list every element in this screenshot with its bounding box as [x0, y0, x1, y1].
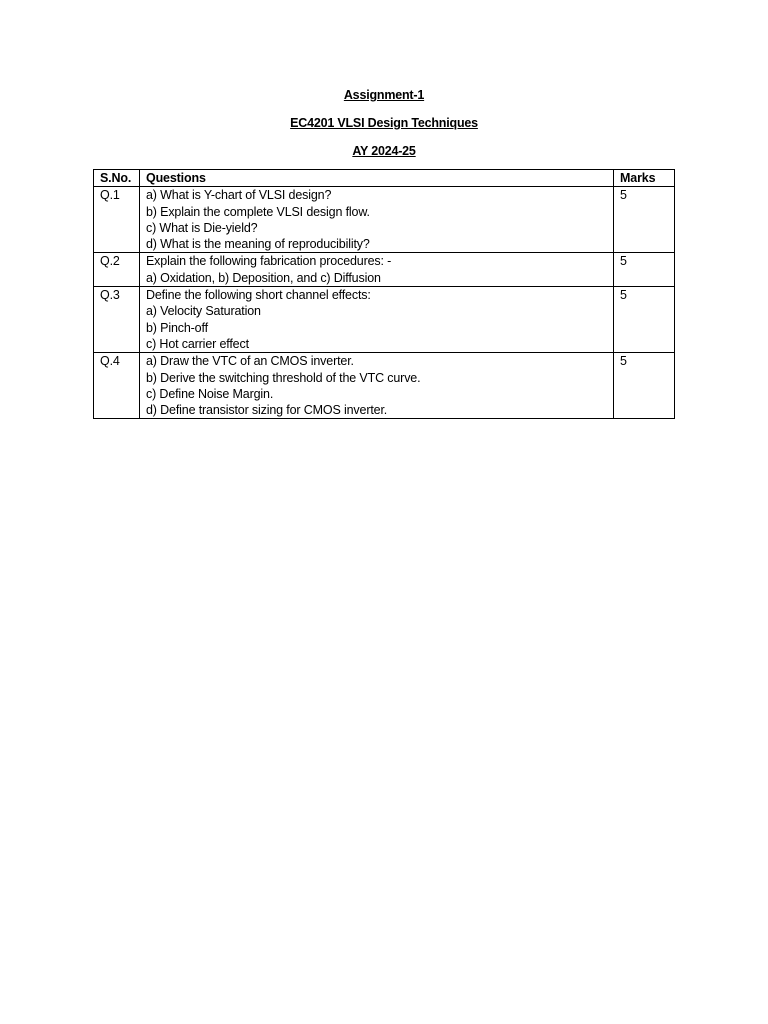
- question-line: Explain the following fabrication procedures: -: [146, 254, 392, 269]
- question-line: Define the following short channel effects:: [146, 288, 371, 303]
- header-questions: Questions: [140, 170, 614, 187]
- row-marks: 5: [614, 253, 675, 287]
- row-sno: Q.3: [94, 287, 140, 353]
- row-marks: 5: [614, 353, 675, 419]
- question-line: d) What is the meaning of reproducibility?: [146, 237, 370, 252]
- table-header-row: [94, 170, 675, 187]
- table-row: [94, 187, 675, 253]
- row-questions: [140, 353, 614, 419]
- header-sno: S.No.: [94, 170, 140, 187]
- table-row: [94, 253, 675, 287]
- table-row: [94, 287, 675, 353]
- question-line: b) Pinch-off: [146, 320, 208, 335]
- question-line: b) Derive the switching threshold of the VTC curve.: [146, 370, 421, 385]
- row-marks: 5: [614, 187, 675, 253]
- row-sno: Q.4: [94, 353, 140, 419]
- question-line: a) Velocity Saturation: [146, 304, 261, 319]
- course-title: EC4201 VLSI Design Techniques: [290, 116, 478, 130]
- question-line: a) What is Y-chart of VLSI design?: [146, 188, 332, 203]
- table-row: [94, 353, 675, 419]
- question-line: a) Oxidation, b) Deposition, and c) Diffusion: [146, 270, 381, 285]
- question-line: c) Define Noise Margin.: [146, 386, 274, 401]
- row-sno: Q.1: [94, 187, 140, 253]
- questions-table: [93, 169, 675, 419]
- row-marks: 5: [614, 287, 675, 353]
- question-line: d) Define transistor sizing for CMOS inverter.: [146, 403, 388, 418]
- question-line: a) Draw the VTC of an CMOS inverter.: [146, 354, 354, 369]
- row-questions: [140, 287, 614, 353]
- academic-year: AY 2024-25: [352, 144, 416, 158]
- question-line: c) Hot carrier effect: [146, 336, 249, 351]
- row-questions: [140, 253, 614, 287]
- row-sno: Q.2: [94, 253, 140, 287]
- header-marks: Marks: [614, 170, 675, 187]
- question-line: c) What is Die-yield?: [146, 220, 258, 235]
- row-questions: [140, 187, 614, 253]
- document-title: Assignment-1: [343, 88, 425, 102]
- question-line: b) Explain the complete VLSI design flow.: [146, 204, 370, 219]
